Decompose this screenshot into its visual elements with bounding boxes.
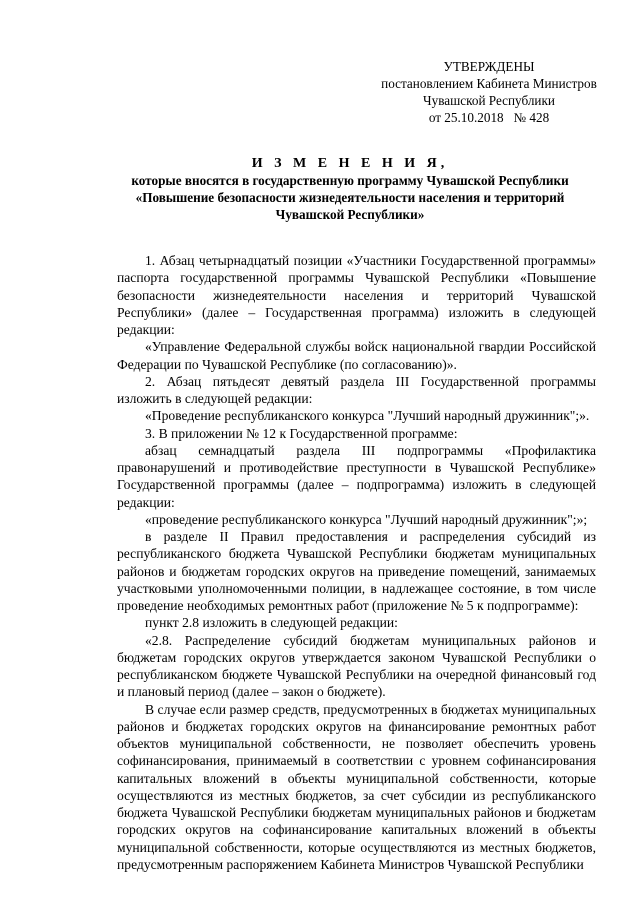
approval-block [364, 58, 614, 126]
paragraph: абзац семнадцатый раздела III подпрограммы «Профилактика правонарушений и противодействие преступности в Чувашской Республике» Государственной программы (далее – подпрограмма) изложить в следующей редакции: [117, 442, 596, 510]
title-line: Чувашской Республики» [275, 207, 425, 222]
title-line: «Повышение безопасности жизнедеятельности населения и территорий [135, 190, 565, 205]
paragraph: «Управление Федеральной службы войск национальной гвардии Российской Федерации по Чувашской Республике (по согласованию)». [117, 339, 596, 372]
paragraph: «проведение республиканского конкурса "Лучший народный дружинник";»; [145, 511, 588, 527]
paragraph: В случае если размер средств, предусмотренных в бюджетах муниципальных районов и бюджетах городских округов на финансирование ремонтных работ объектов муниципальной собственности, не позволяет обеспечить уровень софинансирования, принимаемый в соответствии с уровнем софинансирования капитальных вложений в объекты муниципальной собственности, которые осуществляются из местных бюджетов, за счет субсидии из республиканского бюджета Чувашской Республики бюджетам муниципальных районов и бюджетам городских округов на софинансирование капитальных вложений в объекты муниципальной собственности, которые осуществляются из местных бюджетов, предусмотренным распоряжением Кабинета Министров Чувашской Республики [117, 701, 596, 872]
approval-line: постановлением Кабинета Министров [381, 76, 597, 91]
title-line: которые вносятся в государственную программу Чувашской Республики [131, 173, 569, 188]
paragraph: «Проведение республиканского конкурса "Лучший народный дружинник";». [145, 408, 590, 424]
document-title [100, 155, 600, 223]
paragraph: пункт 2.8 изложить в следующей редакции: [145, 615, 398, 631]
approval-date-number: от 25.10.2018 № 428 [428, 110, 550, 125]
document-body [117, 252, 596, 873]
paragraph: «2.8. Распределение субсидий бюджетам муниципальных районов и бюджетам городских округов утверждается законом Чувашской Республики о республиканском бюджете Чувашской Республики на очередной финансовый год и плановый период (далее – закон о бюджете). [117, 632, 596, 700]
approval-heading: УТВЕРЖДЕНЫ [443, 59, 535, 74]
title-heading: И З М Е Н Е Н И Я, [251, 156, 449, 171]
paragraph: 3. В приложении № 12 к Государственной программе: [145, 425, 458, 441]
approval-line: Чувашской Республики [423, 93, 555, 108]
paragraph: в разделе II Правил предоставления и распределения субсидий из республиканского бюджета Чувашской Республики бюджетам муниципальных районов и бюджетам городских округов на приведение помещений, занимаемых участковыми уполномоченными полиции, в надлежащее состояние, в том числе проведение необходимых ремонтных работ (приложение № 5 к подпрограмме): [117, 529, 596, 613]
paragraph: 2. Абзац пятьдесят девятый раздела III Государственной программы изложить в следующей редакции: [117, 373, 596, 406]
paragraph: 1. Абзац четырнадцатый позиции «Участники Государственной программы» паспорта государственной программы Чувашской Республики «Повышение безопасности жизнедеятельности населения и территорий Чувашской Республики» (далее – Государственная программа) изложить в следующей редакции: [117, 253, 596, 337]
